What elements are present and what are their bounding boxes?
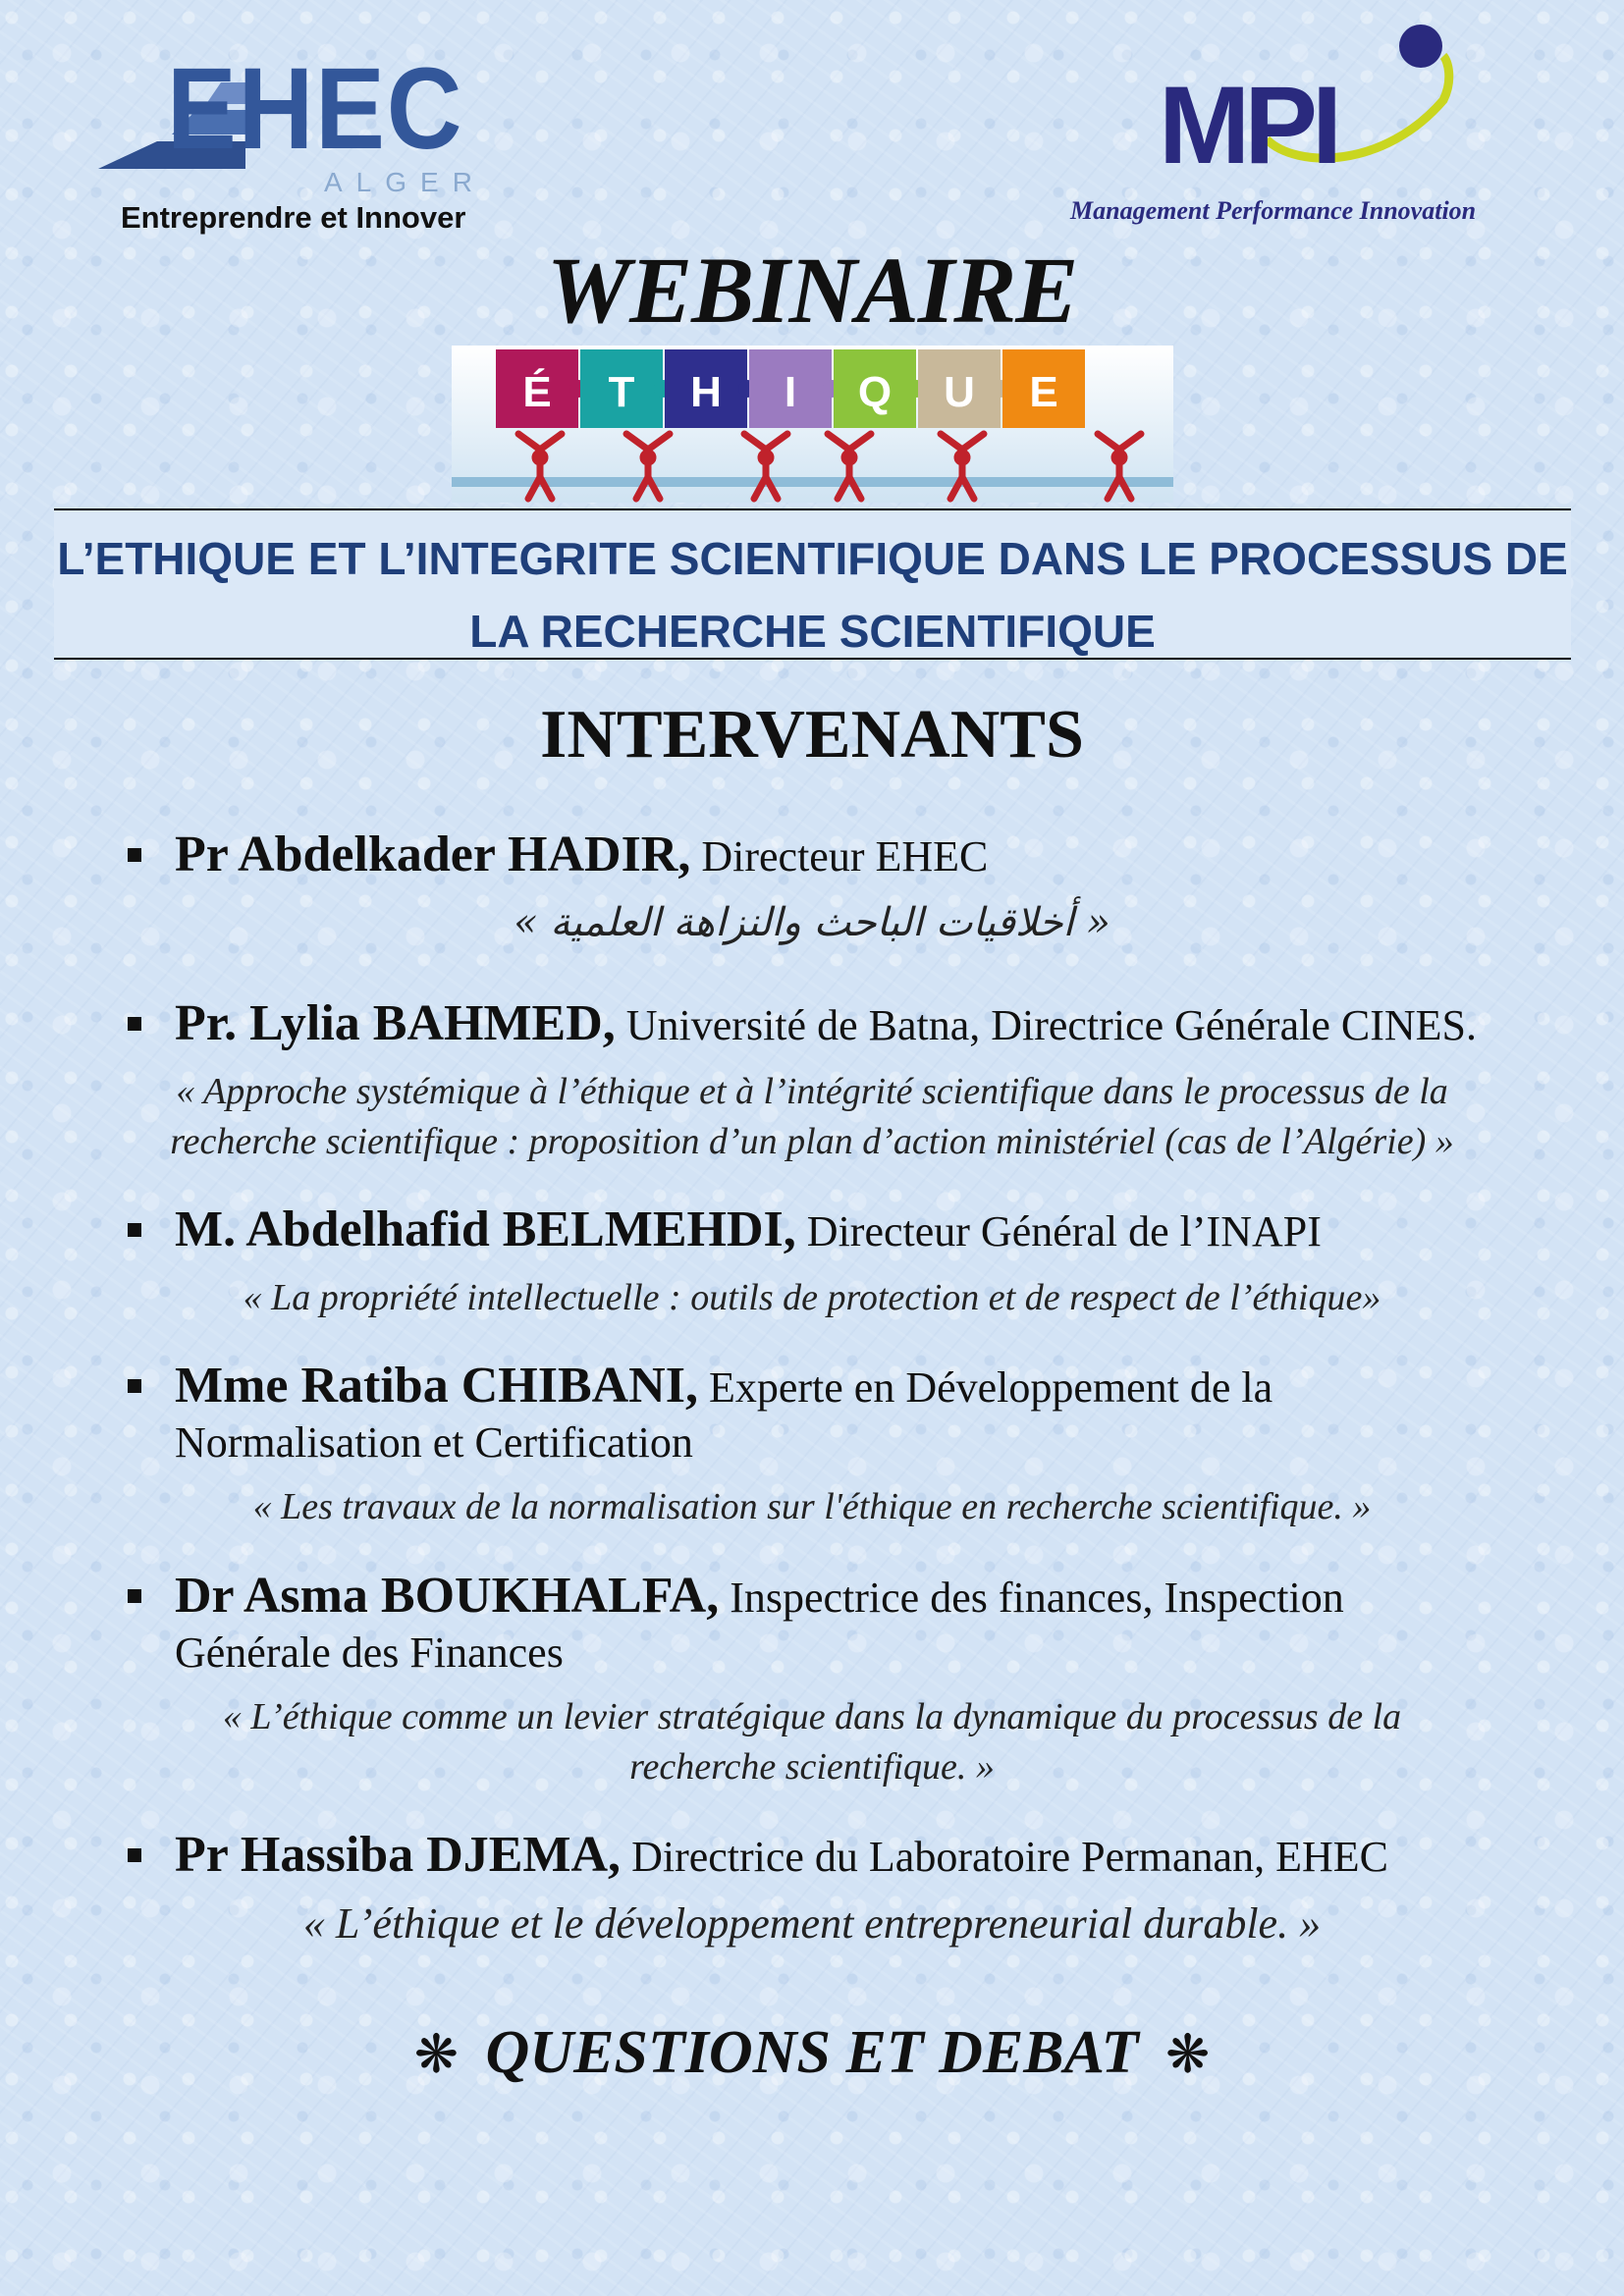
ornament-icon: ❋: [413, 2025, 460, 2084]
bullet-icon: [128, 1223, 141, 1237]
puzzle-piece: [580, 349, 672, 428]
puzzle-piece: [665, 349, 756, 428]
talk-title: [39, 1067, 1585, 1167]
speaker-entry: [175, 1202, 1604, 1259]
speaker-name: Pr. Lylia BAHMED,: [175, 995, 616, 1051]
puzzle-letter: H: [690, 368, 722, 416]
ehec-logo-name: EHEC: [167, 44, 464, 174]
puzzle-letter: I: [784, 368, 797, 416]
speaker-name: Mme Ratiba CHIBANI,: [175, 1358, 698, 1414]
speaker-role: Directeur Général de l’INAPI: [806, 1207, 1322, 1255]
talk-title: [39, 1692, 1585, 1792]
webinar-title: WEBINAIRE: [546, 238, 1078, 343]
speaker-name: Pr Hassiba DJEMA,: [175, 1827, 622, 1883]
mpi-tagline: Management Performance Innovation: [1070, 196, 1477, 225]
ethique-puzzle-banner: [452, 346, 1173, 503]
bullet-icon: [128, 1379, 141, 1393]
speaker-role: Experte en Développement de la: [708, 1363, 1273, 1412]
puzzle-piece: [1002, 349, 1085, 428]
closing-text: QUESTIONS ET DEBAT: [485, 2019, 1139, 2086]
talk-title-line: « Approche systémique à l’éthique et à l’intégrité scientifique dans le processus de la: [176, 1071, 1448, 1112]
speaker-name: Pr Abdelkader HADIR,: [175, 827, 691, 882]
ehec-tagline: Entreprendre et Innover: [121, 200, 466, 235]
puzzle-piece: [834, 349, 925, 428]
speaker-role-continued: Normalisation et Certification: [175, 1418, 693, 1467]
speaker-role-continued: Générale des Finances: [175, 1629, 564, 1677]
speaker-entry: [175, 996, 1604, 1053]
speaker-role: Directeur EHEC: [701, 832, 989, 881]
speaker-entry: [175, 1359, 1604, 1415]
talk-title: « أخلاقيات الباحث والنزاهة العلمية »: [514, 900, 1110, 945]
puzzle-letter: Q: [857, 368, 893, 416]
ehec-logo-city: ALGER: [324, 167, 486, 197]
puzzle-piece: [496, 349, 587, 428]
speaker-name: Dr Asma BOUKHALFA,: [175, 1568, 720, 1624]
talk-title: « Les travaux de la normalisation sur l'éthique en recherche scientifique. »: [252, 1486, 1372, 1527]
bullet-icon: [128, 1017, 141, 1031]
speaker-role: Inspectrice des finances, Inspection: [730, 1574, 1344, 1622]
talk-title-line: « L’éthique comme un levier stratégique dans la dynamique du processus de la: [222, 1696, 1402, 1737]
puzzle-piece: [918, 349, 1009, 428]
puzzle-letter: U: [944, 368, 975, 416]
ornament-icon: ❋: [1164, 2025, 1211, 2084]
bullet-icon: [128, 1848, 141, 1862]
talk-title: « L’éthique et le développement entrepreneurial durable. »: [302, 1899, 1322, 1948]
mpi-logo-name: MPI: [1159, 64, 1337, 187]
speaker-entry: [175, 1569, 1604, 1626]
puzzle-piece: [749, 349, 840, 428]
speaker-name: M. Abdelhafid BELMEHDI,: [175, 1201, 796, 1257]
puzzle-letter: E: [1029, 368, 1058, 416]
speaker-role: Université de Batna, Directrice Générale CINES.: [625, 1001, 1477, 1049]
speaker-entry: [175, 828, 1604, 884]
talk-title-line: recherche scientifique. »: [629, 1746, 995, 1788]
bullet-icon: [128, 848, 141, 862]
talk-title: « La propriété intellectuelle : outils de protection et de respect de l’éthique»: [243, 1277, 1381, 1318]
puzzle-letter: T: [608, 368, 635, 416]
talk-title-line: recherche scientifique : proposition d’un plan d’action ministériel (cas de l’Algérie) »: [170, 1121, 1454, 1162]
theme-band: [54, 508, 1571, 660]
closing-line: [0, 2019, 1624, 2086]
speaker-entry: [175, 1828, 1604, 1885]
webinar-theme: L’ETHIQUE ET L’INTEGRITE SCIENTIFIQUE DANS LE PROCESSUS DE LA RECHERCHE SCIENTIFIQUE: [57, 533, 1568, 657]
bullet-icon: [128, 1589, 141, 1603]
speaker-role: Directrice du Laboratoire Permanan, EHEC: [631, 1833, 1388, 1881]
speakers-heading: INTERVENANTS: [540, 697, 1084, 773]
puzzle-letter: É: [522, 368, 552, 416]
